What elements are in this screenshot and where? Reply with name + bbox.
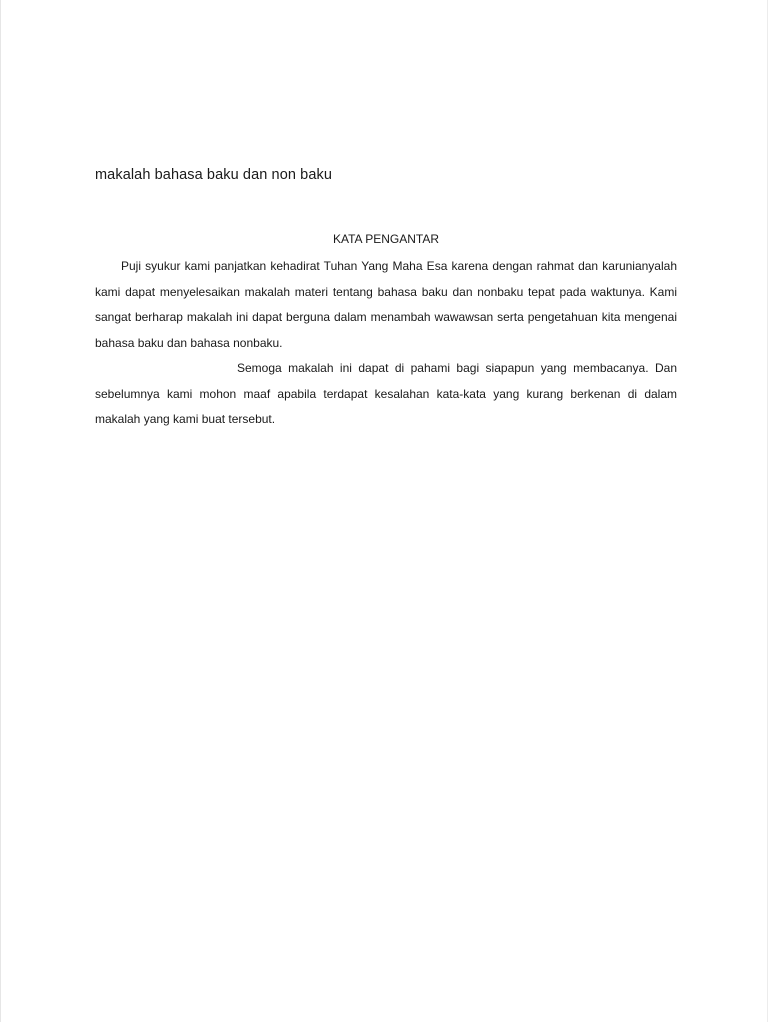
section-heading: KATA PENGANTAR [332,232,440,246]
paragraph-closing: Semoga makalah ini dapat di pahami bagi siapapun yang membacanya. Dan sebelumnya kami mohon maaf apabila terdapat kesalahan kata-kata yang kurang berkenan di dalam makalah yang kami buat tersebut. [95,361,677,426]
document-title: makalah bahasa baku dan non baku [95,167,332,183]
paragraph-intro: Puji syukur kami panjatkan kehadirat Tuhan Yang Maha Esa karena dengan rahmat dan karunianyalah kami dapat menyelesaikan makalah materi tentang bahasa baku dan nonbaku tepat pada waktunya. Kami sangat berharap makalah ini dapat berguna dalam menambah wawawsan serta pengetahuan kita mengenai bahasa baku dan bahasa nonbaku. [95,259,677,350]
